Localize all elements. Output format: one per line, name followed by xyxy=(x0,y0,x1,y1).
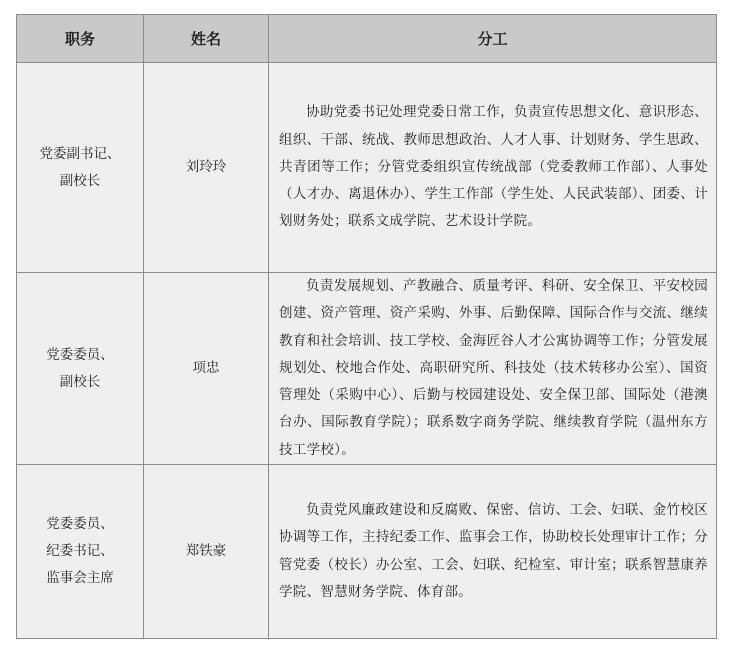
position-line: 监事会主席 xyxy=(46,570,114,587)
position-line: 副校长 xyxy=(59,373,101,390)
duty-text: 负责发展规划、产教融合、质量考评、科研、安全保卫、平安校园创建、资产管理、资产采购、外事、后勤保障、国际合作与交流、继续教育和社会培训、技工学校、金海匠谷人才公寓协调等工作；分管发展规划处、校地合作处、高职研究所、科技处（技术转移办公室）、国资管理处（采购中心）、后勤与校园建设处、安全保卫部、国际处（港澳台办、国际教育学院）；联系数字商务学院、继续教育学院（温州东方技工学校）。 xyxy=(279,278,708,458)
position-line: 党委副书记、 xyxy=(39,145,121,162)
table-row xyxy=(17,465,717,639)
header-position: 职务 xyxy=(17,15,144,63)
position-line: 副校长 xyxy=(59,172,101,189)
name-cell: 项忠 xyxy=(144,273,269,465)
duty-cell xyxy=(269,465,717,639)
name-cell: 刘玲玲 xyxy=(144,63,269,273)
table-row xyxy=(17,273,717,465)
position-line: 党委委员、 xyxy=(46,516,114,533)
position-line: 党委委员、 xyxy=(46,346,114,363)
duty-text: 负责党风廉政建设和反腐败、保密、信访、工会、妇联、金竹校区协调等工作，主持纪委工作、监事会工作，协助校长处理审计工作；分管党委（校长）办公室、工会、妇联、纪检室、审计室；联系智慧康养学院、智慧财务学院、体育部。 xyxy=(279,501,708,600)
position-cell xyxy=(17,63,144,273)
table-row xyxy=(17,63,717,273)
table-header-row xyxy=(17,15,717,63)
name-cell: 郑铁豪 xyxy=(144,465,269,639)
header-name: 姓名 xyxy=(144,15,269,63)
duty-assignment-table xyxy=(16,14,717,639)
header-duty: 分工 xyxy=(269,15,717,63)
duty-text: 协助党委书记处理党委日常工作，负责宣传思想文化、意识形态、组织、干部、统战、教师思想政治、人才人事、计划财务、学生思政、共青团等工作；分管党委组织宣传统战部（党委教师工作部）、人事处（人才办、离退休办）、学生工作部（学生处、人民武装部）、团委、计划财务处；联系文成学院、艺术设计学院。 xyxy=(279,104,708,230)
position-line: 纪委书记、 xyxy=(46,543,114,560)
duty-cell xyxy=(269,63,717,273)
position-cell xyxy=(17,273,144,465)
duty-cell xyxy=(269,273,717,465)
position-cell xyxy=(17,465,144,639)
